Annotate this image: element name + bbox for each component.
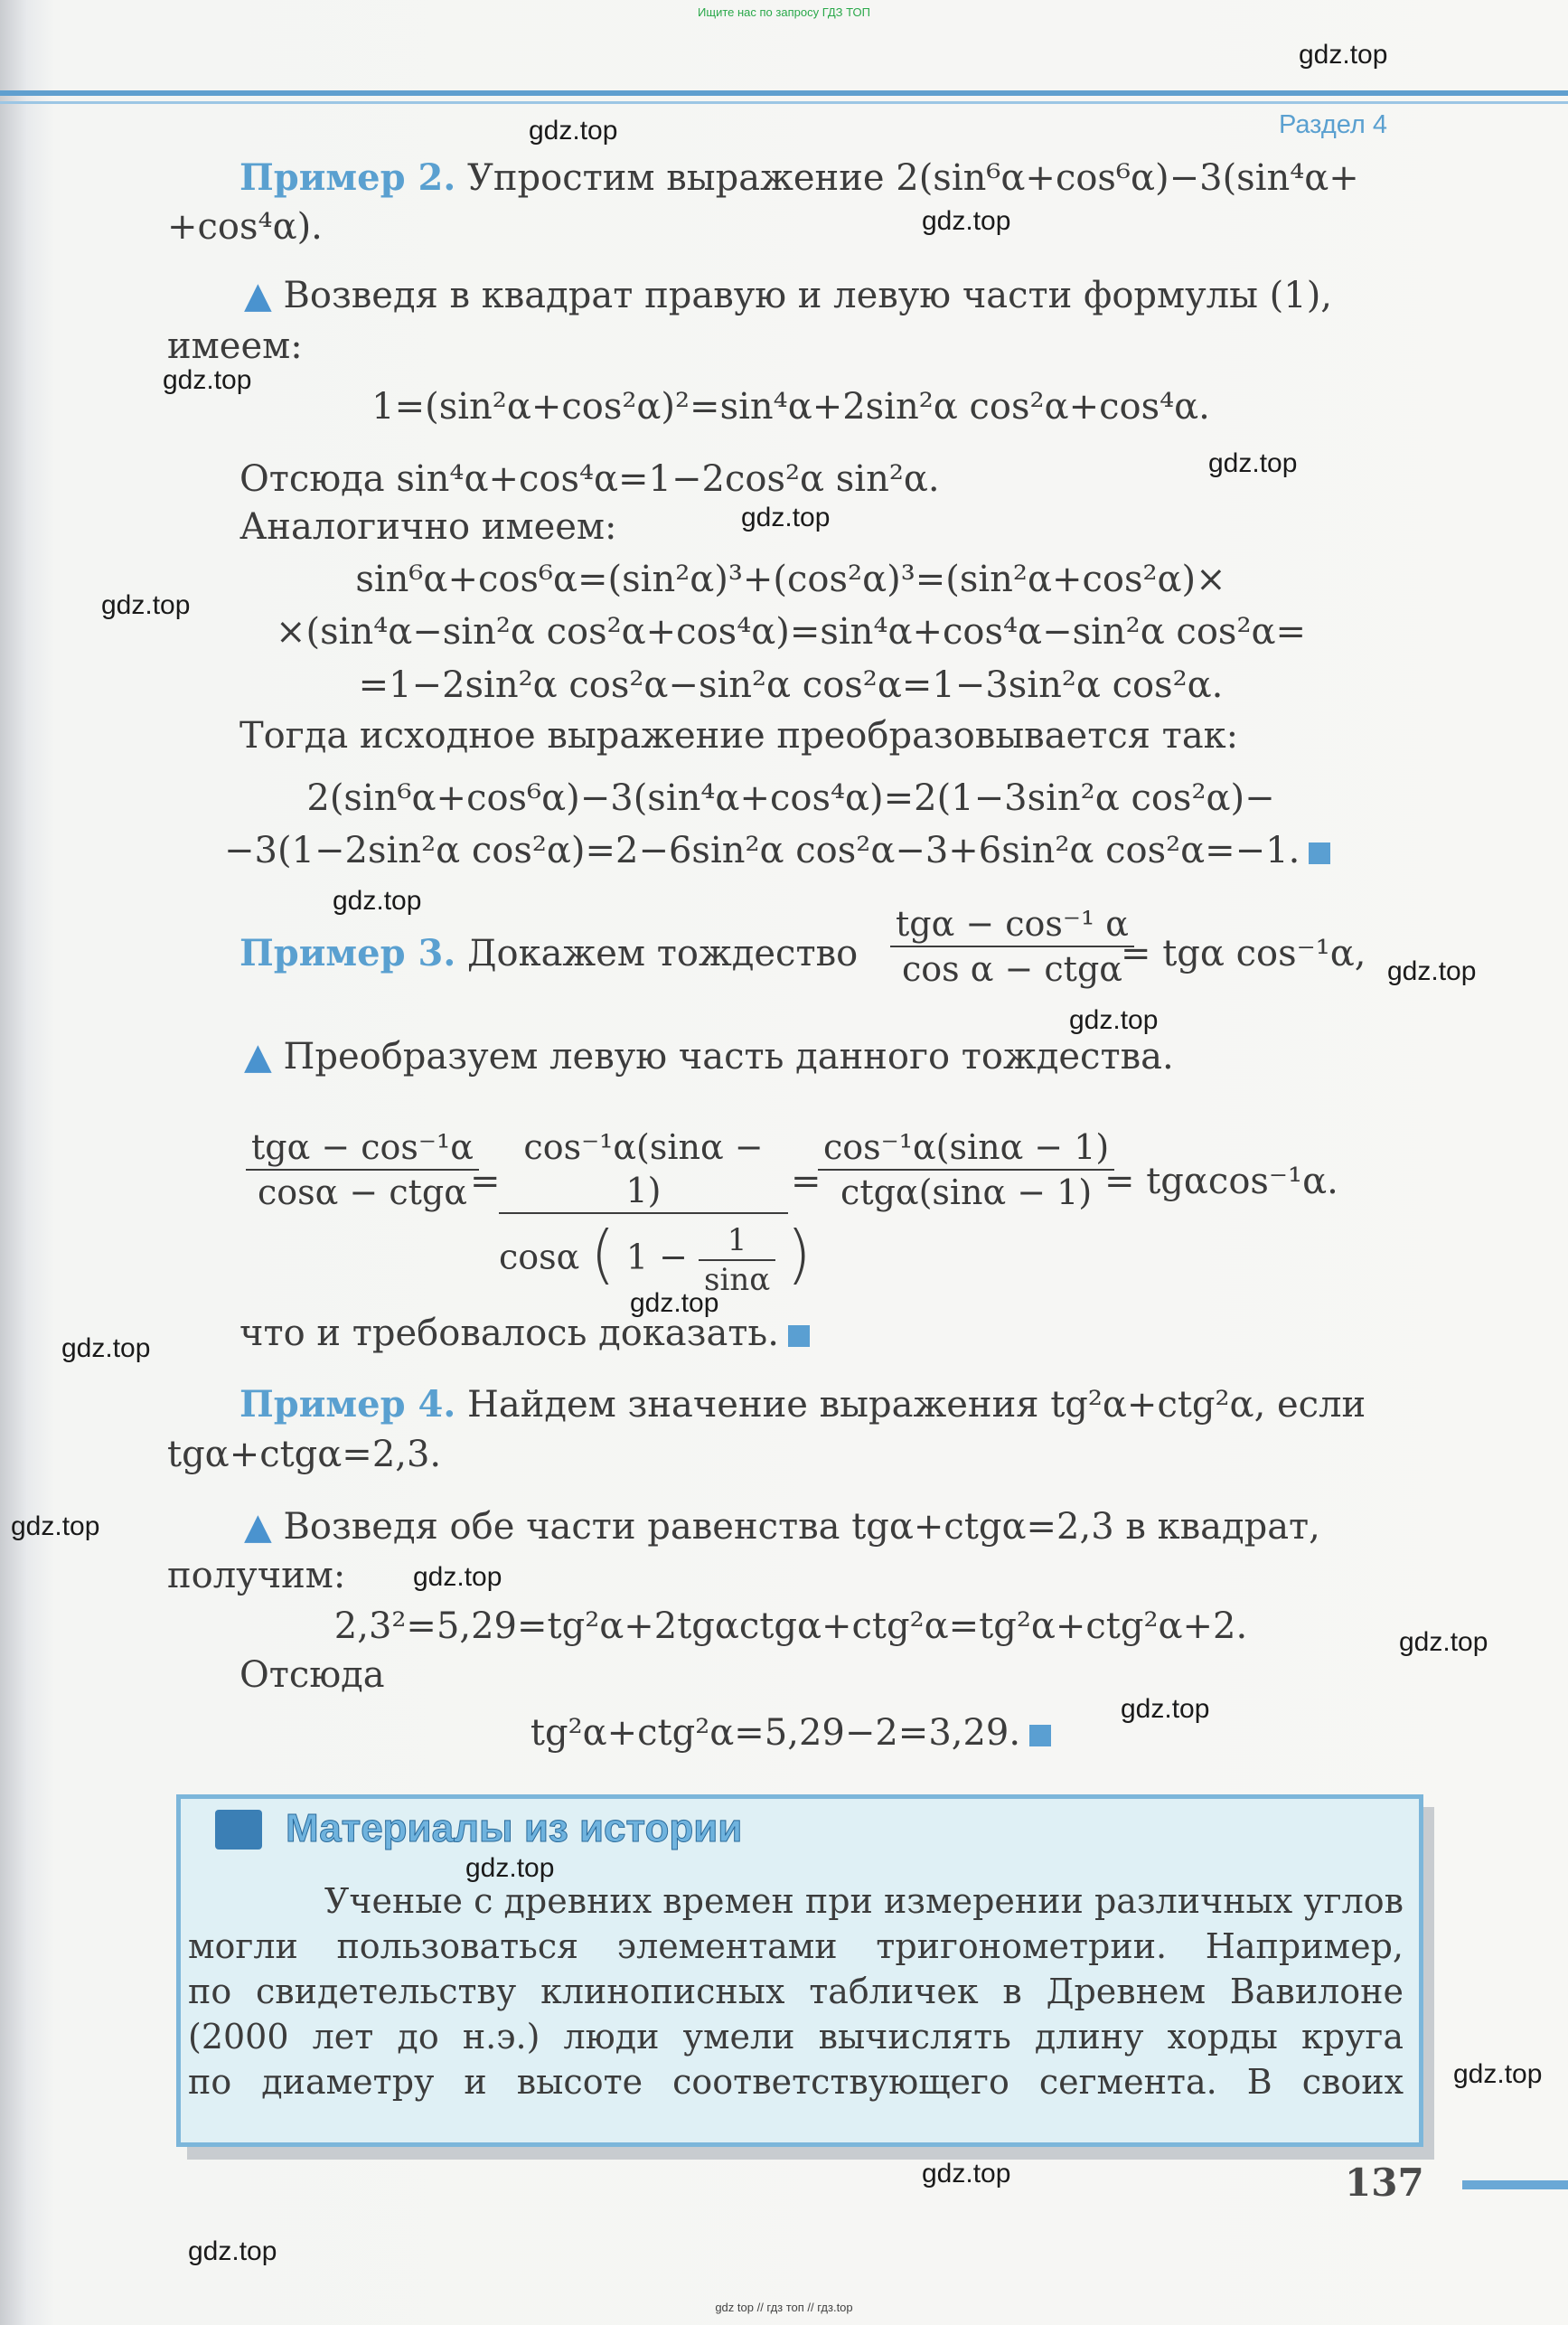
end-of-proof-icon <box>1309 842 1330 864</box>
equals-sign: = <box>470 1161 501 1202</box>
watermark: gdz.top <box>61 1333 151 1363</box>
example4-text: Найдем значение выражения tg²α+ctg²α, если <box>466 1384 1366 1426</box>
fraction-numerator: tgα − cos⁻¹α <box>246 1125 479 1171</box>
watermark: gdz.top <box>922 206 1011 236</box>
example3-text: Докажем тождество <box>466 933 859 974</box>
fraction-numerator: tgα − cos⁻¹ α <box>890 902 1134 947</box>
example2-paragraph3: Аналогично имеем: <box>239 506 617 548</box>
watermark: gdz.top <box>1453 2059 1543 2089</box>
history-title: Материалы из истории <box>286 1806 743 1850</box>
watermark: gdz.top <box>1208 448 1298 478</box>
bracket-left: ( <box>590 1217 615 1292</box>
formula-1: 1=(sin²α+cos²α)²=sin⁴α+2sin²α cos²α+cos⁴α. <box>371 386 1210 428</box>
end-of-proof-icon <box>1029 1725 1051 1746</box>
watermark: gdz.top <box>333 886 422 916</box>
watermark: gdz.top <box>413 1562 502 1592</box>
watermark: gdz.top <box>1387 956 1477 986</box>
triangle-icon: ▲ <box>244 1506 272 1548</box>
watermark: gdz.top <box>11 1511 100 1541</box>
formula-8: tg²α+ctg²α=5,29−2=3,29. <box>530 1712 1021 1754</box>
example2-text: Упростим выражение 2(sin⁶α+cos⁶α)−3(sin⁴α+ <box>466 157 1359 199</box>
example2-label: Пример 2. <box>239 156 456 199</box>
history-line: Ученые с древних времен при измерении различных углов <box>324 1881 1404 1921</box>
triangle-icon: ▲ <box>244 275 272 316</box>
chain-dot: . <box>1327 1161 1338 1202</box>
history-line: могли пользоваться элементами тригонометрии. Например, <box>188 1926 1404 1966</box>
example2-line2: +cos⁴α). <box>167 206 323 248</box>
paragraph-text: Преобразуем левую часть данного тождества. <box>283 1036 1174 1078</box>
example4-line1 <box>239 1380 1366 1429</box>
formula-4: =1−2sin²α cos²α−sin²α cos²α=1−3sin²α cos²α. <box>358 664 1224 706</box>
formula-2: sin⁶α+cos⁶α=(sin²α)³+(cos²α)³=(sin²α+cos²α)× <box>355 559 1226 600</box>
section-label: Раздел 4 <box>1279 110 1388 139</box>
page-number: 137 <box>1345 2160 1424 2205</box>
header-rule <box>0 90 1568 96</box>
example2-paragraph4: Тогда исходное выражение преобразовывается так: <box>239 715 1239 757</box>
chain-fraction-3 <box>818 1125 1114 1214</box>
chain-term-2 <box>499 1125 812 1299</box>
chain-result <box>1104 1157 1338 1206</box>
book-icon <box>215 1810 262 1850</box>
example2-line1 <box>239 154 1359 202</box>
watermark: gdz.top <box>922 2159 1011 2189</box>
inner-denominator: sinα <box>704 1262 771 1298</box>
example3-label: Пример 3. <box>239 932 456 974</box>
watermark: gdz.top <box>741 503 831 532</box>
chain-fraction-1 <box>246 1125 479 1214</box>
example3-rhs: = tgα cos⁻¹α, <box>1121 933 1366 974</box>
formula-3: ×(sin⁴α−sin²α cos²α+cos⁴α)=sin⁴α+cos⁴α−sin²α cos²α= <box>276 611 1306 653</box>
watermark: gdz.top <box>1299 40 1388 70</box>
example2-paragraph2: Отсюда sin⁴α+cos⁴α=1−2cos²α sin²α. <box>239 458 940 500</box>
history-line: (2000 лет до н.э.) люди умели вычислять длину хорды круга <box>188 2017 1404 2057</box>
watermark: gdz.top <box>529 116 618 146</box>
watermark: gdz.top <box>163 365 252 395</box>
watermark: gdz.top <box>1399 1627 1488 1657</box>
formula-5: 2(sin⁶α+cos⁶α)−3(sin⁴α+cos⁴α)=2(1−3sin²α cos²α)− <box>306 777 1275 819</box>
fraction-denominator: cos α − ctgα <box>902 949 1122 989</box>
fraction-denominator: ctgα(sinα − 1) <box>840 1172 1093 1212</box>
history-line: по диаметру и высоте соответствующего сегмента. В своих <box>188 2062 1404 2102</box>
fraction-numerator: cos⁻¹α(sinα − 1) <box>499 1125 788 1214</box>
watermark: gdz.top <box>1121 1694 1210 1724</box>
end-of-proof-icon <box>788 1325 810 1347</box>
example2-paragraph1b: имеем: <box>167 325 303 367</box>
example4-paragraph1 <box>244 1502 1320 1551</box>
identity-fraction <box>890 902 1134 991</box>
example4-paragraph2: Отсюда <box>239 1654 385 1696</box>
formula-8-row <box>167 1708 1414 1757</box>
watermark: gdz.top <box>101 590 191 620</box>
example2-paragraph1 <box>244 271 1332 320</box>
watermark: gdz.top <box>630 1288 719 1318</box>
example3-line1 <box>239 929 858 978</box>
chain-term-3 <box>818 1125 1114 1214</box>
formula-6-row <box>224 826 1330 875</box>
watermark: gdz.top <box>188 2236 277 2266</box>
denominator-one-minus: 1 − <box>625 1237 688 1277</box>
example4-paragraph1b: получим: <box>167 1555 346 1596</box>
conclusion-text: что и требовалось доказать. <box>239 1313 779 1354</box>
fraction-denominator: cosα − ctgα <box>258 1172 467 1212</box>
history-text <box>188 1878 1404 2104</box>
formula-6: −3(1−2sin²α cos²α)=2−6sin²α cos²α−3+6sin²α cos²α=−1. <box>224 830 1300 871</box>
inner-numerator: 1 <box>699 1221 775 1261</box>
chain-result-text: = tgαcos⁻¹α <box>1104 1161 1328 1202</box>
example3-paragraph1 <box>244 1032 1174 1081</box>
example3-fraction <box>890 902 1134 991</box>
example4-line2: tgα+ctgα=2,3. <box>167 1434 442 1475</box>
header-rule-thin <box>0 101 1568 104</box>
bracket-right: ) <box>786 1217 812 1292</box>
example4-label: Пример 4. <box>239 1383 456 1426</box>
fraction-numerator: cos⁻¹α(sinα − 1) <box>818 1125 1114 1171</box>
watermark: gdz.top <box>465 1853 555 1883</box>
bottom-note: gdz top // гдз топ // гдз.top <box>715 2301 853 2314</box>
page-number-bar <box>1462 2180 1568 2189</box>
history-line: по свидетельству клинописных табличек в Древнем Вавилоне <box>188 1972 1404 2011</box>
paragraph-text: Возведя обе части равенства tgα+ctgα=2,3 в квадрат, <box>283 1506 1320 1548</box>
watermark: gdz.top <box>1069 1005 1159 1035</box>
equals-sign: = <box>791 1161 822 1202</box>
paragraph-text: Возведя в квадрат правую и левую части формулы (1), <box>283 275 1333 316</box>
triangle-icon: ▲ <box>244 1036 272 1078</box>
top-note: Ищите нас по запросу ГДЗ ТОП <box>698 5 870 19</box>
formula-7: 2,3²=5,29=tg²α+2tgαctgα+ctg²α=tg²α+ctg²α+2. <box>333 1605 1248 1647</box>
denominator-cos: cosα <box>499 1237 580 1277</box>
chain-term-1 <box>246 1125 479 1214</box>
example3-conclusion <box>239 1309 810 1358</box>
